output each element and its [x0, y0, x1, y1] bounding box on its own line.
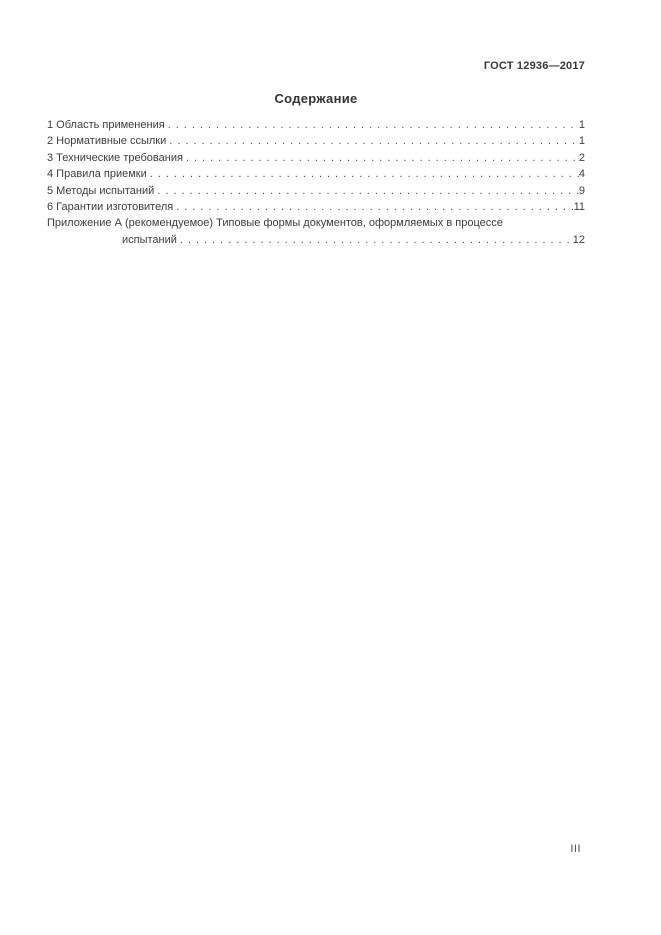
document-code: ГОСТ 12936—2017 [483, 60, 585, 72]
dot-leader [150, 166, 579, 182]
toc-entry-label: 3 Технические требования [47, 151, 183, 164]
toc-entry-label: 4 Правила приемки [47, 168, 147, 181]
toc-page-number: 9 [578, 184, 585, 197]
toc-entry [47, 183, 585, 199]
toc-entry [47, 150, 585, 166]
table-of-contents [47, 117, 585, 248]
contents-title: Содержание [274, 91, 358, 106]
toc-page-number: 12 [572, 233, 585, 246]
dot-leader [157, 183, 579, 199]
toc-page-number: 1 [578, 135, 585, 148]
dot-leader [176, 199, 573, 215]
dot-leader [186, 150, 579, 166]
toc-entry-label: 1 Область применения [47, 119, 165, 131]
toc-entry [47, 199, 585, 215]
toc-entry-appendix-line2 [47, 232, 585, 248]
dot-leader [169, 133, 579, 149]
dot-leader [180, 232, 573, 248]
toc-entry [47, 133, 585, 149]
toc-entry-label: 5 Методы испытаний [47, 184, 155, 197]
toc-page-number: 4 [578, 168, 585, 181]
page-number-roman: III [570, 843, 581, 855]
toc-entry-label: испытаний [122, 233, 177, 246]
toc-entry-label: 6 Гарантии изготовителя [47, 200, 174, 213]
toc-entry [47, 117, 585, 133]
toc-entry-label: Приложение А (рекомендуемое) Типовые формы документов, оформляемых в процессе [47, 217, 503, 230]
toc-entry-label: 2 Нормативные ссылки [47, 135, 167, 148]
toc-entry [47, 166, 585, 182]
dot-leader [168, 117, 579, 133]
toc-entry-appendix-line1 [47, 215, 585, 231]
toc-page-number: 1 [578, 119, 585, 131]
toc-page-number: 2 [578, 151, 585, 164]
toc-page-number: 11 [573, 200, 585, 213]
